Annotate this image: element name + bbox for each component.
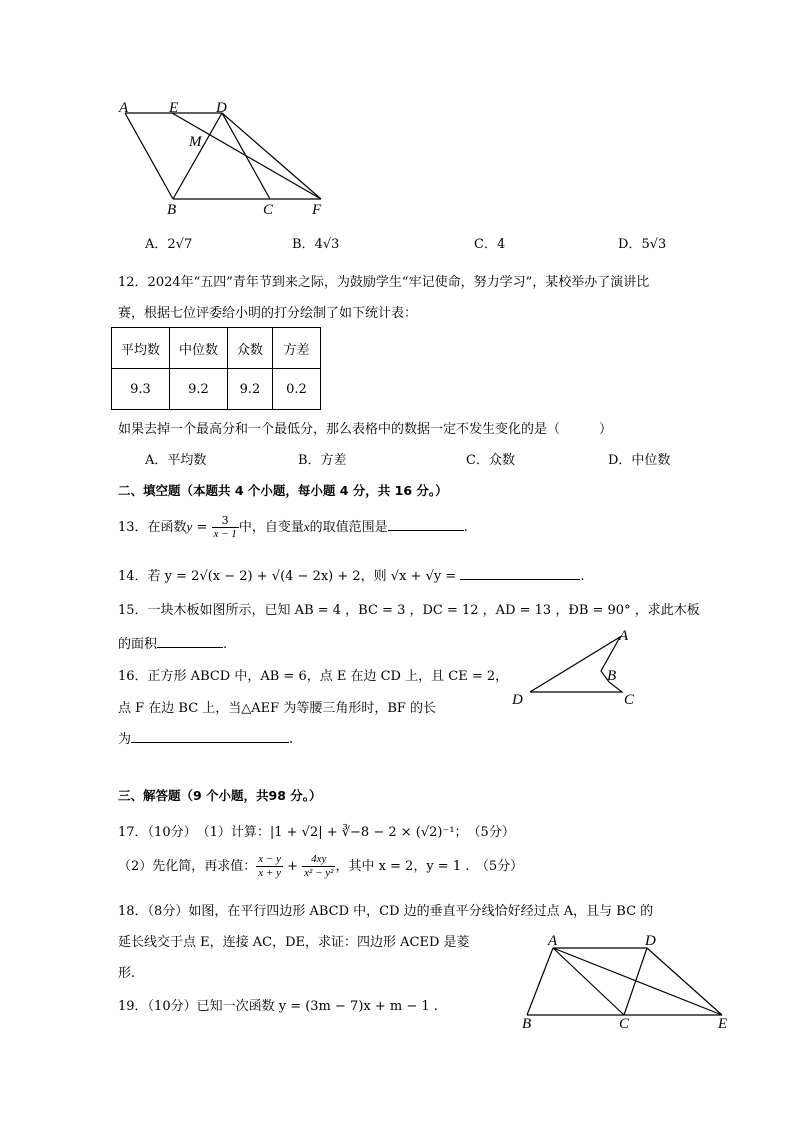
q13-end: . [463, 520, 468, 535]
q15-end: . [223, 637, 228, 652]
q11-line-DF [222, 113, 321, 199]
q16-line3 [118, 728, 293, 747]
q15-line2 [118, 633, 227, 652]
q11-option-c-key: C． [474, 237, 497, 252]
table-cell: 9.2 [228, 369, 273, 410]
q11-option-a-key: A． [145, 237, 168, 252]
q11-line-AB [125, 113, 173, 199]
q15-label-B: B [607, 668, 617, 684]
q18-label-E: E [718, 1016, 728, 1032]
table-row [112, 369, 321, 410]
q18-line-AC [553, 948, 624, 1015]
q13-fraction-denominator: x − 1 [213, 528, 237, 540]
q13-prefix: 13．在函数 [118, 520, 187, 535]
q12-line2: 赛，根据七位评委给小明的打分绘制了如下统计表： [118, 306, 418, 321]
q14-end: . [580, 569, 585, 584]
q18-line-DE [647, 948, 722, 1015]
q11-option-b-value: 4√3 [314, 237, 340, 252]
table-header-cell: 平均数 [112, 328, 170, 369]
table-header-cell: 众数 [228, 328, 273, 369]
q17-fraction-2-numerator: 4xy [302, 853, 335, 867]
q18-label-B: B [522, 1016, 532, 1032]
q11-option-c [474, 233, 505, 252]
q11-option-b-key: B． [292, 237, 315, 252]
q18-label-A: A [548, 933, 558, 949]
q11-line-BD [173, 113, 222, 199]
q13-fraction-numerator: 3 [212, 514, 239, 528]
q15-label-D: D [512, 692, 523, 708]
q13-eq: = [192, 520, 212, 535]
q17-part2-prefix: （2）先化简，再求值： [118, 859, 257, 874]
table-cell: 9.2 [170, 369, 228, 410]
q18-line2: 延长线交于点 E，连接 AC，DE，求证：四边形 ACED 是菱 [118, 935, 470, 950]
q15-answer-blank[interactable] [157, 647, 223, 648]
q18-line1: 18．（8分）如图，在平行四边形 ABCD 中，CD 边的垂直平分线恰好经过点 A，且与 BC 的 [118, 904, 654, 919]
q11-label-E: E [169, 100, 179, 116]
q11-option-a [145, 233, 192, 252]
q18-figure [515, 930, 745, 1035]
q11-label-D: D [216, 100, 227, 116]
q11-label-F: F [312, 202, 322, 218]
q12-option-c: C．众数 [466, 453, 515, 468]
q14 [118, 565, 585, 584]
q16-line2: 点 F 在边 BC 上，当△AEF 为等腰三角形时，BF 的长 [118, 701, 437, 716]
table-header-cell: 中位数 [170, 328, 228, 369]
q11-label-M: M [189, 134, 202, 150]
q13-y: y [186, 519, 193, 534]
q13-answer-blank[interactable] [388, 530, 464, 531]
q14-answer-blank[interactable] [460, 579, 580, 580]
q17-plus: + [282, 859, 303, 874]
q13-fraction [212, 514, 239, 541]
q11-figure [110, 95, 330, 220]
q15-line1: 15．一块木板如图所示，已知 AB = 4 ，BC = 3 ，DC = 12 ，AD = 13 ，ÐB = 90° ，求此木板 [118, 603, 700, 618]
q11-label-B: B [167, 202, 177, 218]
q12-option-b: B．方差 [298, 453, 347, 468]
q15-line2-text: 的面积 [118, 637, 158, 652]
q11-label-A: A [119, 100, 129, 116]
section-2-heading: 二、填空题（本题共 4 个小题，每小题 4 分，共 16 分。） [118, 483, 448, 498]
q16-line1: 16．正方形 ABCD 中，AB = 6，点 E 在边 CD 上，且 CE = 2， [118, 669, 509, 684]
section-3-heading: 三、解答题（9 个小题，共98 分。） [118, 788, 322, 803]
q17-fraction-2-denominator: x² − y² [304, 867, 334, 879]
q11-label-C: C [263, 202, 274, 218]
q17-line2 [118, 853, 523, 880]
q12-option-d: D．中位数 [608, 453, 671, 468]
q12-stats-table [111, 327, 321, 410]
q16-line3-text: 为 [118, 732, 132, 747]
q11-option-c-value: 4 [496, 237, 506, 252]
q18-line-AB [527, 948, 553, 1015]
q14-text: 14．若 y = 2√(x − 2) + √(4 − 2x) + 2，则 √x + √y = [118, 569, 457, 584]
q11-option-d-value: 5√3 [641, 237, 667, 252]
table-header-cell: 方差 [273, 328, 321, 369]
q17-line1: 17．（10分） （1）计算：|1 + √2| + ∛−8 − 2 × (√2)⁻¹； （5分） [118, 825, 515, 840]
q11-option-b [292, 233, 339, 252]
q12-question: 如果去掉一个最高分和一个最低分，那么表格中的数据一定不发生变化的是（ ） [118, 422, 613, 437]
q13-x: x [303, 519, 310, 534]
q17-fraction-1 [256, 853, 283, 880]
q15-label-A: A [619, 628, 629, 644]
q17-fraction-2 [302, 853, 335, 880]
q15-label-C: C [624, 692, 635, 708]
q11-option-d-key: D． [618, 237, 642, 252]
q13-middle: 中，自变量 [238, 520, 304, 535]
q11-option-d [618, 233, 666, 252]
table-cell: 0.2 [273, 369, 321, 410]
q18-line3: 形. [118, 966, 136, 981]
q12-line1: 12．2024年“五四”青年节到来之际，为鼓励学生“牢记使命，努力学习”，某校举办了演讲比 [118, 275, 650, 290]
q15-figure [505, 622, 650, 710]
q11-line-EF [172, 113, 321, 199]
q17-fraction-1-denominator: x + y [258, 867, 281, 879]
q18-line-DC [624, 948, 647, 1015]
q12-option-a: A．平均数 [145, 453, 207, 468]
q16-answer-blank[interactable] [131, 742, 289, 743]
q13-suffix: 的取值范围是 [309, 520, 388, 535]
q11-option-a-value: 2√7 [167, 237, 193, 252]
q19: 19．（10分）已知一次函数 y = (3m − 7)x + m − 1 . [118, 999, 438, 1014]
table-row [112, 328, 321, 369]
table-cell: 9.3 [112, 369, 170, 410]
q18-label-C: C [619, 1016, 630, 1032]
q17-fraction-1-numerator: x − y [258, 853, 281, 865]
q17-part2-suffix: ，其中 x = 2，y = 1 . （5分） [335, 859, 524, 874]
q18-line-AE [553, 948, 722, 1015]
q18-label-D: D [645, 933, 656, 949]
q13 [118, 514, 468, 541]
q16-end: . [289, 732, 294, 747]
